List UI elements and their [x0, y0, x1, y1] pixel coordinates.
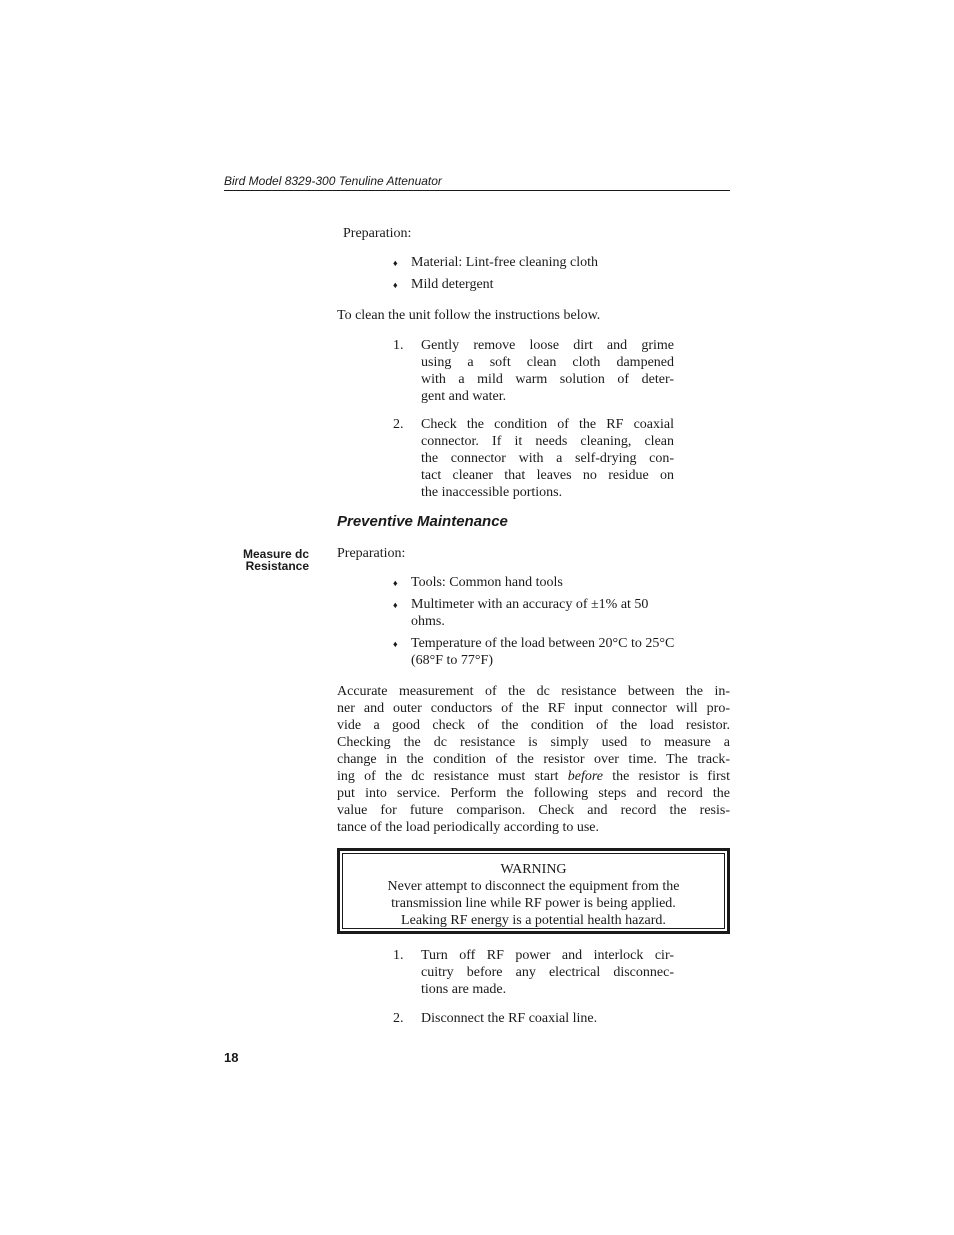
paragraph-line-with-emphasis: ing of the dc resistance must start before the resistor is first [337, 769, 730, 784]
section-heading: Preventive Maintenance [337, 513, 508, 530]
body-paragraph: Accurate measurement of the dc resistance between the in- ner and outer conductors of the RF input connector will pro- vide a good check of the condition of the load resistor. Checking the dc resistance is simply used to measure a change in the condition of the resistor over time. The track- ing of the dc resistance must start before the resistor is first put into service. Perform the following steps and record the value for future comparison. Check and record the resis- tance of the load periodically according to use. [337, 684, 730, 835]
step-number: 2. [393, 1011, 404, 1026]
preventive-preparation-label: Preparation: [337, 546, 406, 561]
diamond-bullet-icon: ♦ [393, 600, 398, 610]
warning-line: Never attempt to disconnect the equipment from the [387, 879, 680, 894]
step-number: 1. [393, 338, 404, 353]
side-label: Measure dc Resistance [242, 547, 309, 573]
warning-line: transmission line while RF power is being applied. [391, 896, 676, 911]
page-number: 18 [224, 1050, 239, 1065]
step-number: 2. [393, 417, 404, 432]
cleaning-preparation-label: Preparation: [343, 226, 412, 241]
cleaning-intro: To clean the unit follow the instructions below. [337, 308, 601, 323]
running-header [224, 174, 730, 191]
diamond-bullet-icon: ♦ [393, 578, 398, 588]
warning-line: Leaking RF energy is a potential health hazard. [401, 913, 666, 928]
warning-box [337, 848, 730, 934]
diamond-bullet-icon: ♦ [393, 280, 398, 290]
step-number: 1. [393, 948, 404, 963]
diamond-bullet-icon: ♦ [393, 258, 398, 268]
running-header-title: Bird Model 8329-300 Tenuline Attenuator [224, 174, 442, 188]
warning-title: WARNING [500, 862, 567, 877]
warning-inner-frame [342, 853, 725, 929]
emphasis-before: before [567, 769, 603, 784]
diamond-bullet-icon: ♦ [393, 639, 398, 649]
